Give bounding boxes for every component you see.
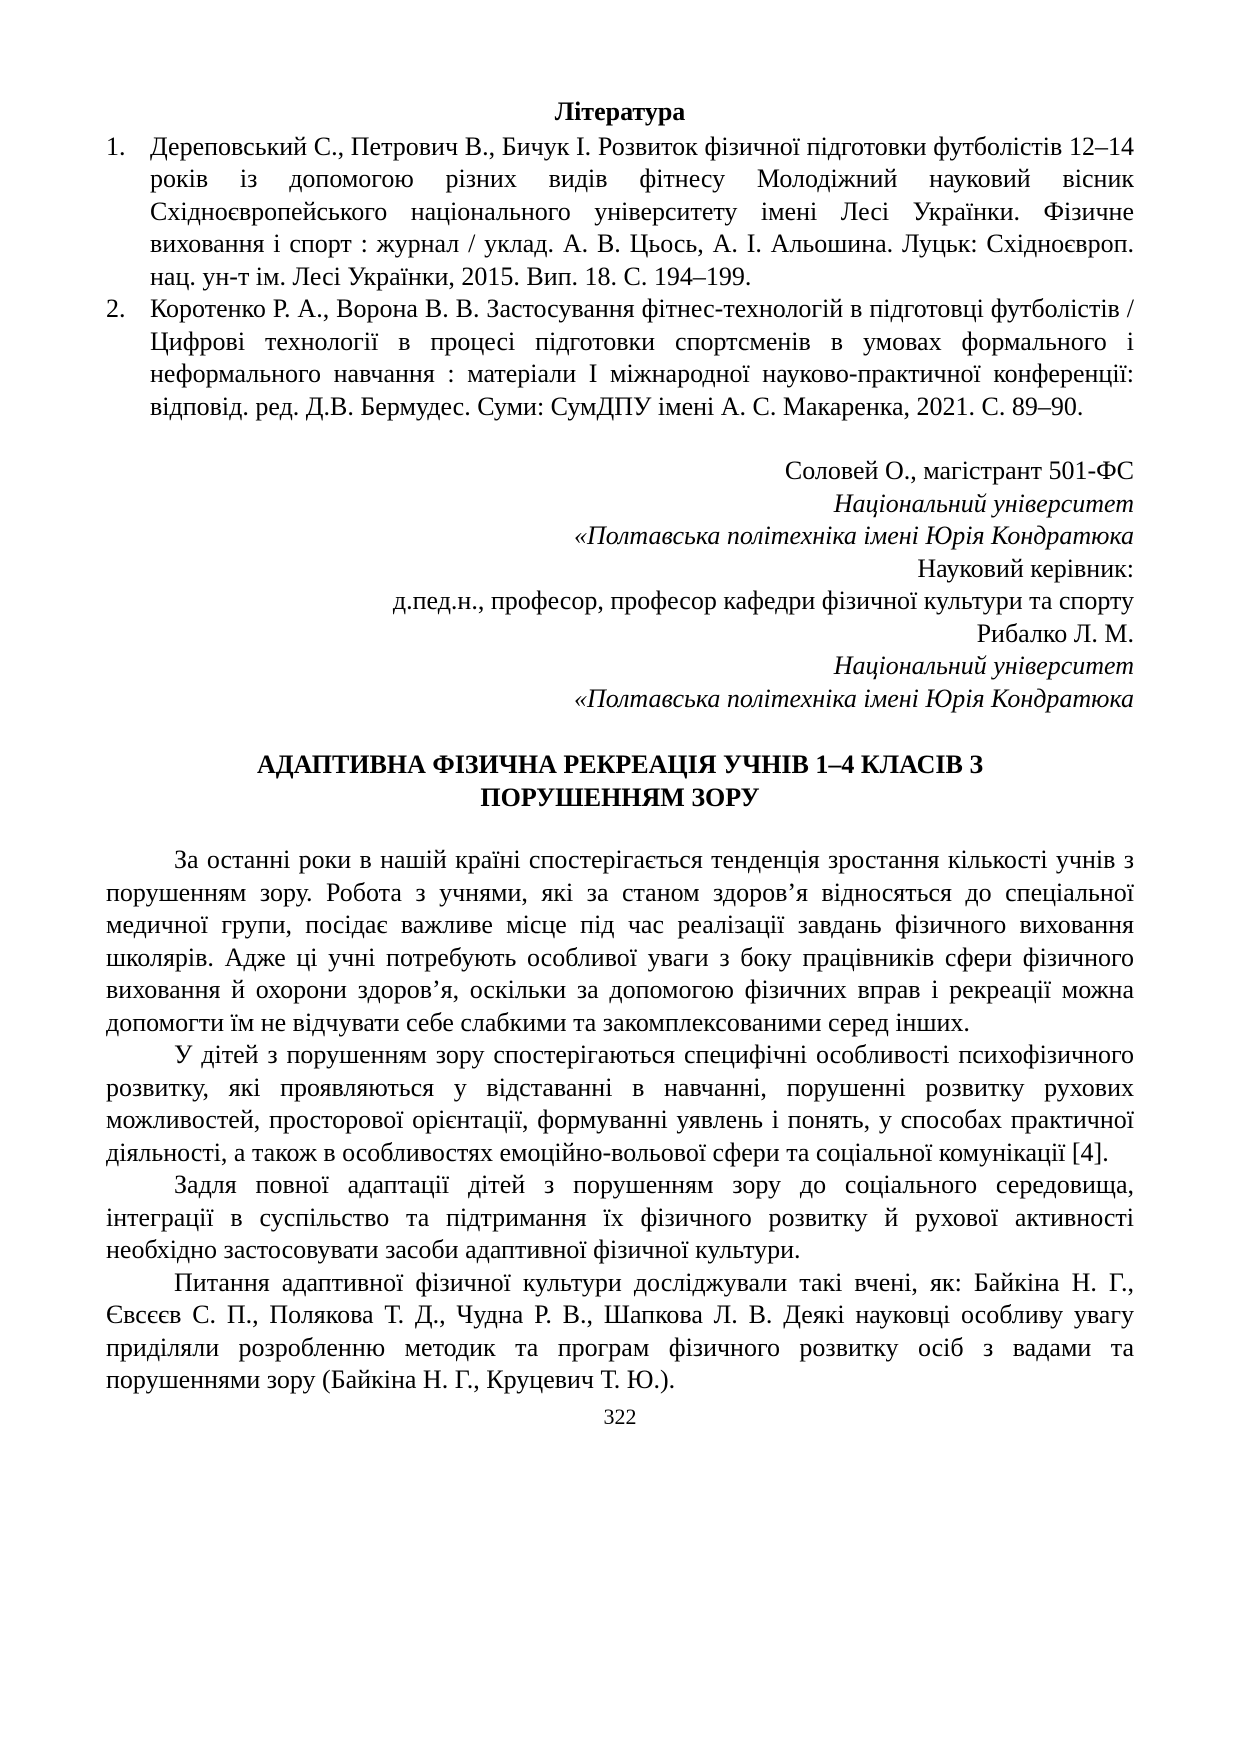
reference-text: Дереповський С., Петрович В., Бичук І. Розвиток фізичної підготовки футболістів 12–14 років із допомогою різних видів фітнесу Молодіжний науковий вісник Східноєвропейського національного університету імені Лесі Українки. Фізичне виховання і спорт : журнал / уклад. А. В. Цьось, А. І. Альошина. Луцьк: Східноєвроп. нац. ун-т ім. Лесі Українки, 2015. Вип. 18. С. 194–199. [150,131,1134,291]
author-line: Національний університет [833,651,1134,680]
paragraph: За останні роки в нашій країні спостерігається тенденція зростання кількості учнів з порушенням зору. Робота з учнями, які за станом здоров’я відносяться до спеціальної медичної групи, посідає важливе місце під час реалізації завдань фізичного виховання школярів. Адже ці учні потребують особливої уваги з боку працівників сфери фізичного виховання й охорони здоров’я, оскільки за допомогою фізичних вправ і рекреації можна допомогти їм не відчувати себе слабкими та закомплексованими серед інших. [106,845,1134,1037]
reference-text: Коротенко Р. А., Ворона В. В. Застосування фітнес-технологій в підготовці футболістів / Цифрові технології в процесі підготовки спортсменів в умовах формального і неформального навчання : матеріали І міжнародної науково-практичної конференції: відповід. ред. Д.В. Бермудес. Суми: СумДПУ імені А. С. Макаренка, 2021. С. 89–90. [150,294,1134,421]
author-line: Науковий керівник: [917,553,1134,583]
literature-heading: Література [554,97,686,126]
author-line: Соловей О., магістрант 501-ФС [784,456,1134,485]
author-line: «Полтавська політехніка імені Юрія Кондратюка [573,683,1134,713]
reference-list [106,131,1134,424]
author-block [106,455,1134,715]
page-number: 322 [603,1403,637,1429]
paragraph: Питання адаптивної фізичної культури досліджували такі вчені, як: Байкіна Н. Г., Євсєєв С. П., Полякова Т. Д., Чудна Р. В., Шапкова Л. В. Деякі науковці особливу увагу приділяли розробленню методик та програм фізичного розвитку осіб з вадами та порушеннями зору (Байкіна Н. Г., Круцевич Т. Ю.). [106,1267,1134,1394]
reference-number: 2. [106,294,126,323]
author-line: Національний університет [833,488,1134,518]
paragraph: У дітей з порушенням зору спостерігаються специфічні особливості психофізичного розвитку, які проявляються у відставанні в навчанні, порушенні розвитку рухових можливостей, просторової орієнтації, формуванні уявлень і понять, у способах практичної діяльності, а також в особливостях емоційно-вольової сфери та соціальної комунікації [4]. [106,1040,1134,1167]
reference-number: 1. [106,131,126,161]
author-line: Рибалко Л. М. [976,618,1134,648]
paragraph: Задля повної адаптації дітей з порушенням зору до соціального середовища, інтеграції в суспільство та підтримання їх фізичного розвитку й рухової активності необхідно застосовувати засоби адаптивної фізичної культури. [106,1170,1134,1264]
article-title: АДАПТИВНА ФІЗИЧНА РЕКРЕАЦІЯ УЧНІВ 1–4 КЛАСІВ З ПОРУШЕННЯМ ЗОРУ [256,750,984,812]
reference-item [106,131,1134,294]
reference-item [106,293,1134,423]
author-line: д.пед.н., професор, професор кафедри фізичної культури та спорту [392,586,1134,615]
author-line: «Полтавська політехніка імені Юрія Кондратюка [573,521,1134,550]
article-body [106,844,1134,1397]
